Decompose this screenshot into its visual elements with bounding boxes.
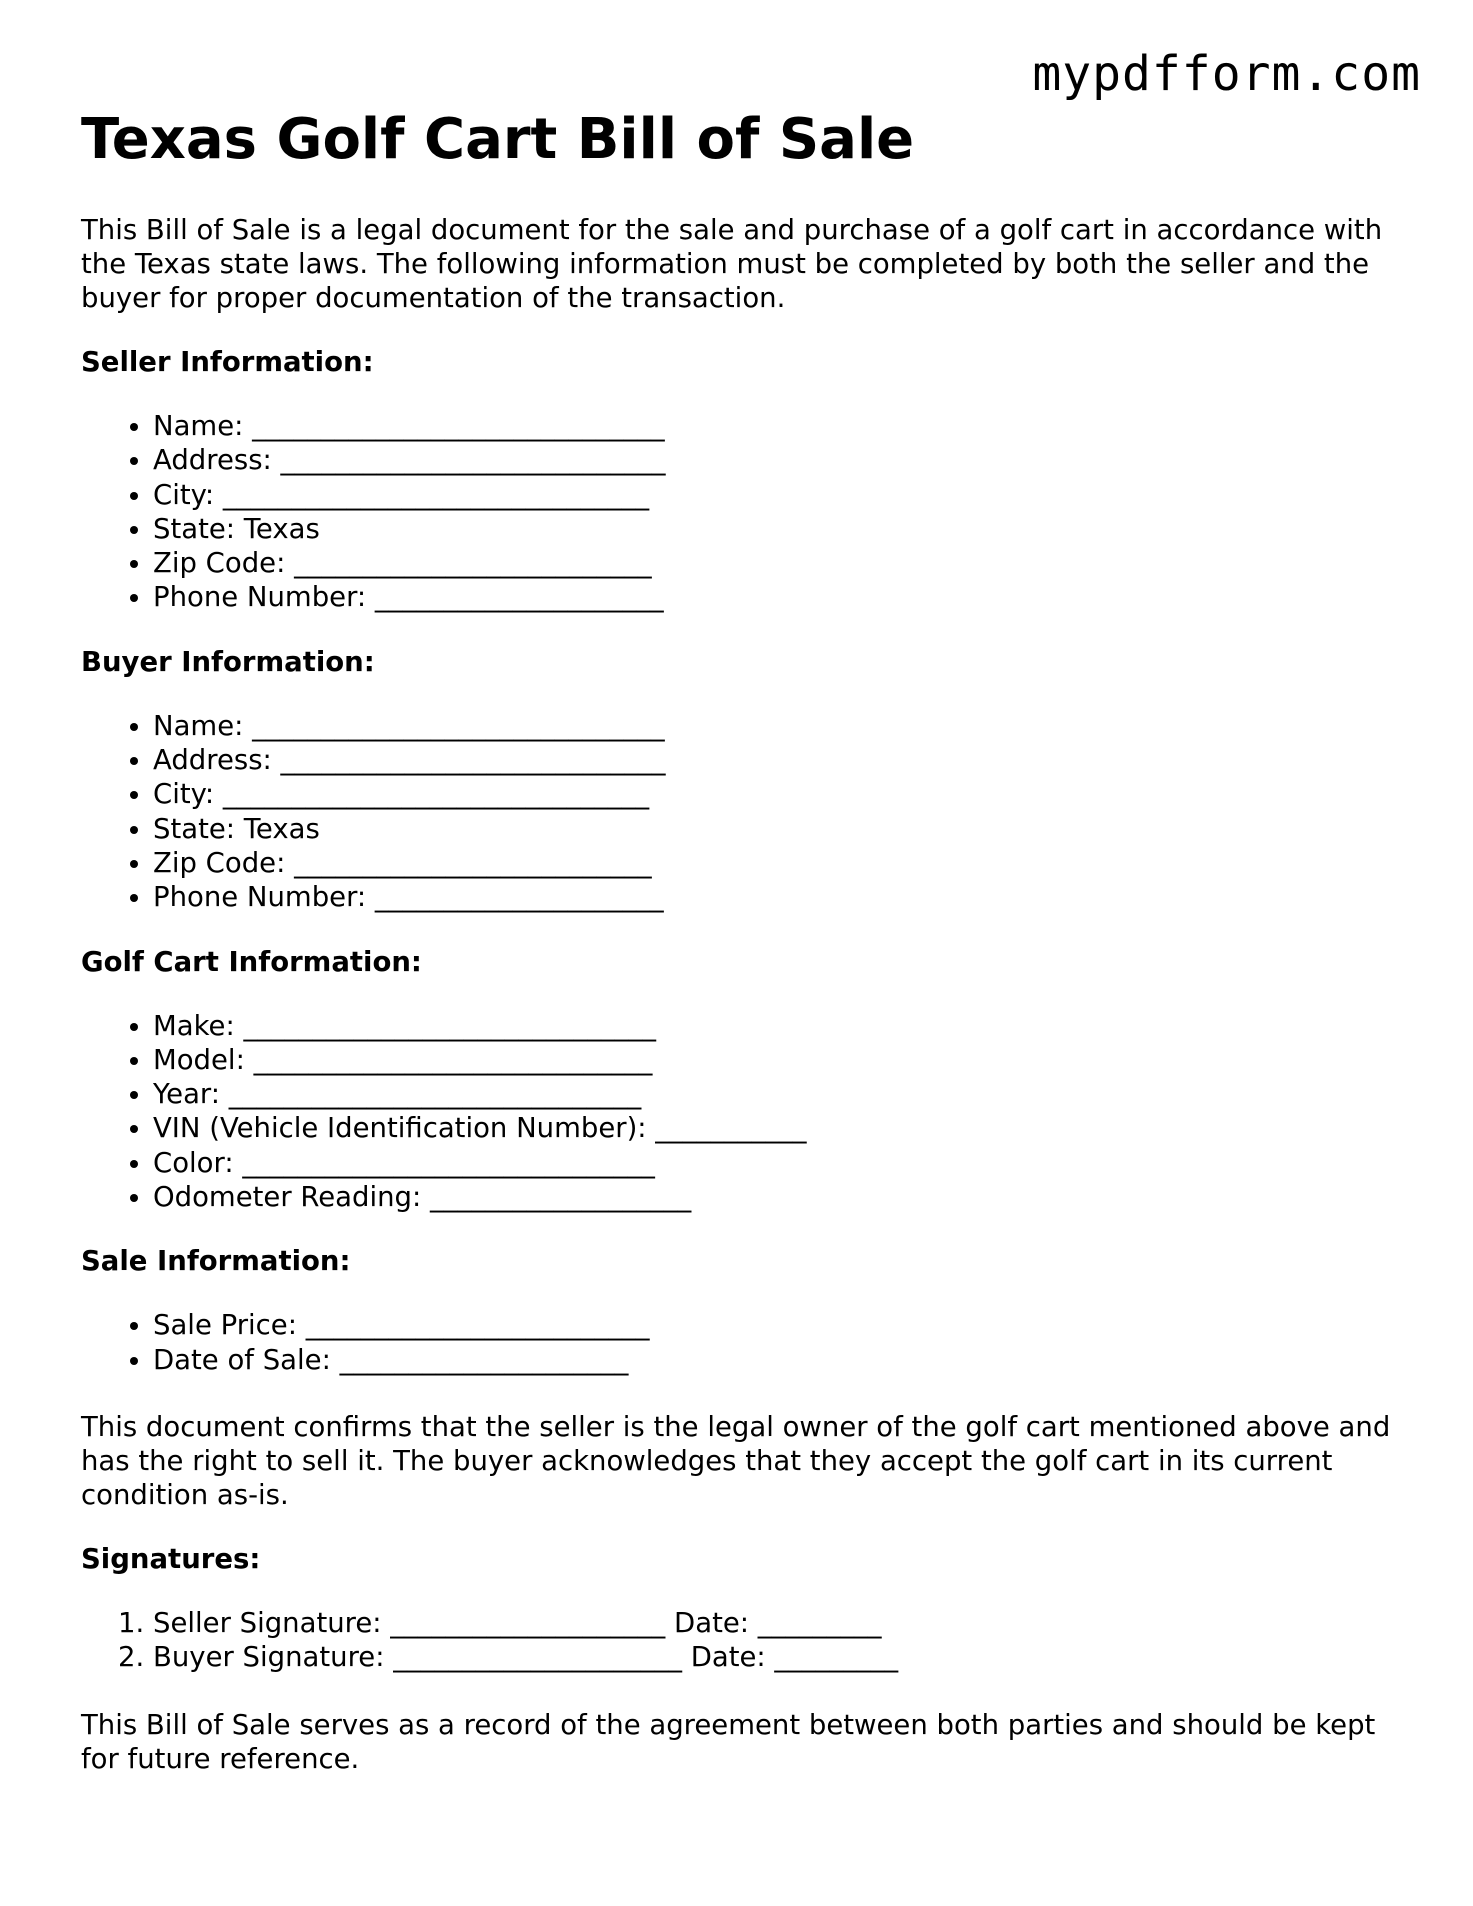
buyer-state-field: • State: Texas <box>153 812 1401 846</box>
sale-list <box>81 1308 1401 1377</box>
watermark: mypdfform.com <box>1032 46 1421 102</box>
buyer-name-field[interactable]: • Name: ______________________________ <box>153 709 1401 743</box>
seller-zip-field[interactable]: • Zip Code: __________________________ <box>153 546 1401 580</box>
cart-color-field[interactable]: • Color: ______________________________ <box>153 1146 1401 1180</box>
buyer-zip-field[interactable]: • Zip Code: __________________________ <box>153 846 1401 880</box>
buyer-city-field[interactable]: • City: _______________________________ <box>153 777 1401 811</box>
intro-paragraph: This Bill of Sale is a legal document for the sale and purchase of a golf cart in accordance with the Texas state laws. The following information must be completed by both the seller and the buyer for proper documentation of the transaction. <box>81 214 1383 314</box>
signatures-list <box>81 1606 1401 1675</box>
signatures-heading: Signatures: <box>81 1542 261 1575</box>
sale-heading: Sale Information: <box>81 1245 351 1278</box>
closing-paragraph: This Bill of Sale serves as a record of the agreement between both parties and should be kept for future reference. <box>81 1708 1376 1775</box>
sale-price-field[interactable]: • Sale Price: _________________________ <box>153 1308 1401 1342</box>
seller-heading: Seller Information: <box>81 346 374 378</box>
cart-vin-field[interactable]: • VIN (Vehicle Identification Number): ___________ <box>153 1111 1401 1145</box>
seller-state-field: • State: Texas <box>153 512 1401 546</box>
buyer-signature-field[interactable]: 2. Buyer Signature: _____________________ Date: _________ <box>153 1640 1401 1674</box>
seller-name-field[interactable]: • Name: ______________________________ <box>153 409 1401 443</box>
cart-year-field[interactable]: • Year: ______________________________ <box>153 1077 1401 1111</box>
seller-address-field[interactable]: • Address: ____________________________ <box>153 443 1401 477</box>
buyer-list <box>81 709 1401 915</box>
sale-date-field[interactable]: • Date of Sale: _____________________ <box>153 1343 1401 1377</box>
seller-list <box>81 409 1401 615</box>
seller-signature-field[interactable]: 1. Seller Signature: ____________________ Date: _________ <box>153 1606 1401 1640</box>
confirmation-paragraph: This document confirms that the seller is the legal owner of the golf cart mentioned above and has the right to sell it. The buyer acknowledges that they accept the golf cart in its current condition as-is. <box>81 1410 1391 1511</box>
seller-phone-field[interactable]: • Phone Number: _____________________ <box>153 580 1401 614</box>
seller-city-field[interactable]: • City: _______________________________ <box>153 478 1401 512</box>
document-body <box>81 100 1401 1776</box>
cart-list <box>81 1009 1401 1215</box>
page-title: Texas Golf Cart Bill of Sale <box>81 107 915 172</box>
cart-model-field[interactable]: • Model: _____________________________ <box>153 1043 1401 1077</box>
buyer-phone-field[interactable]: • Phone Number: _____________________ <box>153 880 1401 914</box>
cart-heading: Golf Cart Information: <box>81 945 422 978</box>
cart-make-field[interactable]: • Make: ______________________________ <box>153 1009 1401 1043</box>
buyer-heading: Buyer Information: <box>81 645 375 678</box>
buyer-address-field[interactable]: • Address: ____________________________ <box>153 743 1401 777</box>
cart-odometer-field[interactable]: • Odometer Reading: ___________________ <box>153 1180 1401 1214</box>
